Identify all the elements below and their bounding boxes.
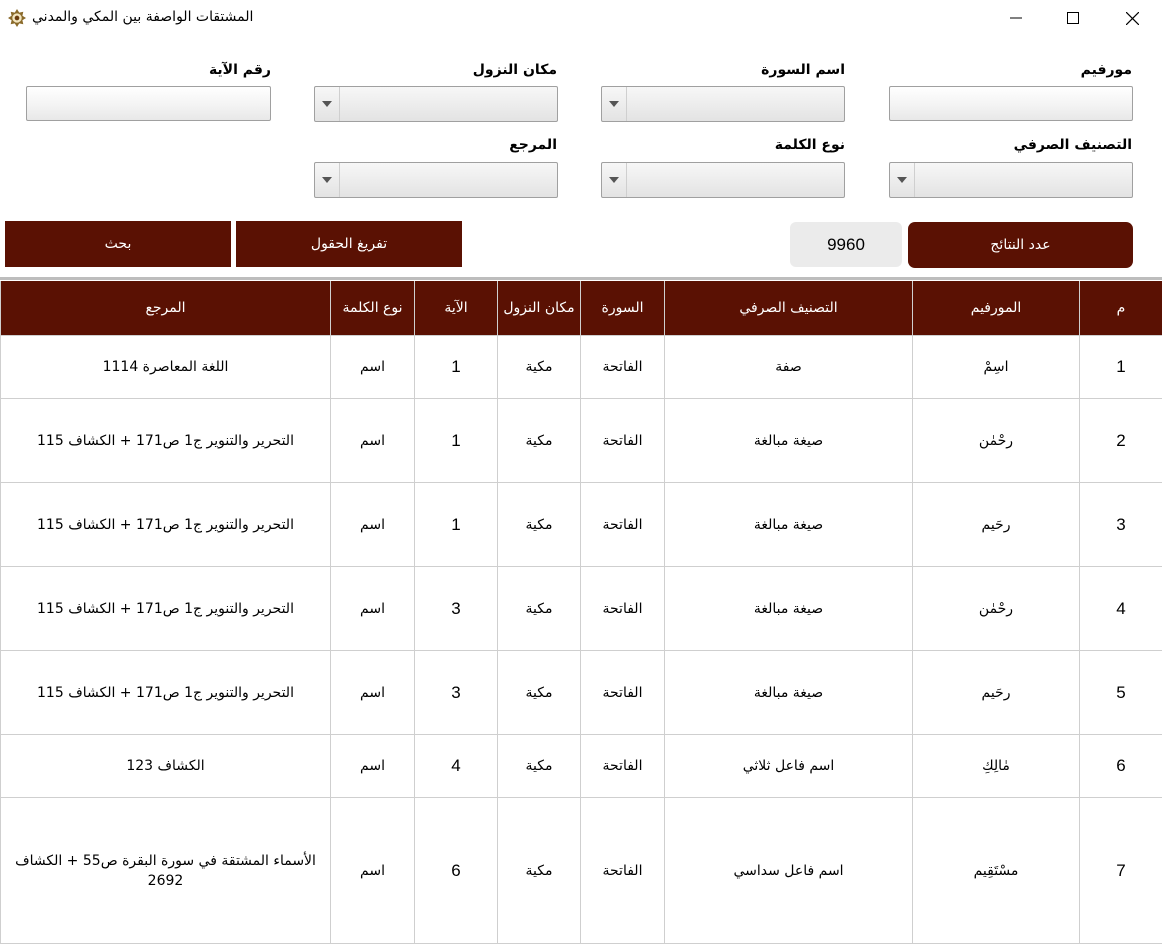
- cell-index: 6: [1080, 735, 1162, 798]
- dropdown-arrow-icon: [602, 87, 627, 121]
- cell-morpheme: رحَيم: [913, 651, 1080, 735]
- cell-morph-class: صفة: [665, 336, 913, 399]
- cell-reference: التحرير والتنوير ج1 ص171 + الكشاف 115: [1, 651, 331, 735]
- column-header-revelation-place[interactable]: مكان النزول: [498, 281, 581, 336]
- close-icon: [1126, 12, 1139, 25]
- word-type-label: نوع الكلمة: [775, 137, 845, 153]
- results-table[interactable]: [0, 281, 1162, 944]
- clear-fields-button[interactable]: تفريغ الحقول: [236, 221, 462, 267]
- column-header-surah[interactable]: السورة: [581, 281, 665, 336]
- cell-revelation-place: مكية: [498, 651, 581, 735]
- cell-reference: الأسماء المشتقة في سورة البقرة ص55 + الكشاف 2692: [1, 798, 331, 944]
- cell-morph-class: اسم فاعل سداسي: [665, 798, 913, 944]
- cell-surah: الفاتحة: [581, 399, 665, 483]
- cell-ayah: 1: [415, 399, 498, 483]
- morpheme-label: مورفيم: [1081, 62, 1132, 78]
- column-header-morpheme[interactable]: المورفيم: [913, 281, 1080, 336]
- cell-revelation-place: مكية: [498, 336, 581, 399]
- morph-class-label: التصنيف الصرفي: [1014, 137, 1132, 153]
- divider: [0, 277, 1162, 280]
- column-header-reference[interactable]: المرجع: [1, 281, 331, 336]
- cell-surah: الفاتحة: [581, 336, 665, 399]
- table-header-row: [1, 281, 1162, 336]
- cell-reference: التحرير والتنوير ج1 ص171 + الكشاف 115: [1, 483, 331, 567]
- cell-index: 7: [1080, 798, 1162, 944]
- maximize-icon: [1067, 12, 1079, 24]
- cell-index: 1: [1080, 336, 1162, 399]
- cell-word-type: اسم: [331, 651, 415, 735]
- cell-revelation-place: مكية: [498, 399, 581, 483]
- table-row[interactable]: [1, 483, 1162, 567]
- ayah-number-label: رقم الآية: [209, 62, 271, 78]
- minimize-button[interactable]: [988, 0, 1044, 36]
- cell-index: 2: [1080, 399, 1162, 483]
- cell-revelation-place: مكية: [498, 483, 581, 567]
- revelation-place-combobox[interactable]: [314, 86, 558, 122]
- close-button[interactable]: [1104, 0, 1160, 36]
- app-seal-icon: [8, 9, 26, 27]
- cell-surah: الفاتحة: [581, 651, 665, 735]
- cell-word-type: اسم: [331, 483, 415, 567]
- results-count-value: 9960: [790, 222, 902, 267]
- cell-index: 5: [1080, 651, 1162, 735]
- cell-morpheme: رحَيم: [913, 483, 1080, 567]
- window-title: المشتقات الواصفة بين المكي والمدني: [32, 9, 253, 25]
- word-type-combobox[interactable]: [601, 162, 845, 198]
- cell-reference: التحرير والتنوير ج1 ص171 + الكشاف 115: [1, 399, 331, 483]
- maximize-button[interactable]: [1045, 0, 1101, 36]
- cell-revelation-place: مكية: [498, 798, 581, 944]
- column-header-ayah[interactable]: الآية: [415, 281, 498, 336]
- table-row[interactable]: [1, 399, 1162, 483]
- cell-word-type: اسم: [331, 567, 415, 651]
- table-row[interactable]: [1, 567, 1162, 651]
- column-header-word-type[interactable]: نوع الكلمة: [331, 281, 415, 336]
- results-count-button[interactable]: عدد النتائج: [908, 222, 1133, 268]
- cell-word-type: اسم: [331, 798, 415, 944]
- cell-morpheme: اسِمْ: [913, 336, 1080, 399]
- reference-label: المرجع: [509, 137, 557, 153]
- cell-morph-class: صيغة مبالغة: [665, 399, 913, 483]
- cell-word-type: اسم: [331, 399, 415, 483]
- cell-morpheme: مٰالِكِ: [913, 735, 1080, 798]
- cell-surah: الفاتحة: [581, 798, 665, 944]
- minimize-icon: [1010, 12, 1022, 24]
- cell-ayah: 4: [415, 735, 498, 798]
- table-row[interactable]: [1, 735, 1162, 798]
- ayah-number-input[interactable]: [26, 86, 271, 121]
- cell-ayah: 1: [415, 483, 498, 567]
- cell-morph-class: صيغة مبالغة: [665, 483, 913, 567]
- title-bar: [0, 0, 1162, 36]
- cell-surah: الفاتحة: [581, 483, 665, 567]
- surah-name-combobox[interactable]: [601, 86, 845, 122]
- revelation-place-label: مكان النزول: [473, 62, 557, 78]
- cell-ayah: 3: [415, 651, 498, 735]
- dropdown-arrow-icon: [315, 163, 340, 197]
- dropdown-arrow-icon: [890, 163, 915, 197]
- column-header-index[interactable]: م: [1080, 281, 1162, 336]
- cell-reference: اللغة المعاصرة 1114: [1, 336, 331, 399]
- cell-revelation-place: مكية: [498, 735, 581, 798]
- cell-word-type: اسم: [331, 336, 415, 399]
- morpheme-input[interactable]: [889, 86, 1133, 121]
- table-row[interactable]: [1, 798, 1162, 944]
- cell-morph-class: صيغة مبالغة: [665, 651, 913, 735]
- column-header-morph-class[interactable]: التصنيف الصرفي: [665, 281, 913, 336]
- cell-reference: التحرير والتنوير ج1 ص171 + الكشاف 115: [1, 567, 331, 651]
- table-row[interactable]: [1, 651, 1162, 735]
- surah-name-label: اسم السورة: [761, 62, 845, 78]
- cell-morph-class: صيغة مبالغة: [665, 567, 913, 651]
- cell-reference: الكشاف 123: [1, 735, 331, 798]
- reference-combobox[interactable]: [314, 162, 558, 198]
- cell-index: 4: [1080, 567, 1162, 651]
- cell-word-type: اسم: [331, 735, 415, 798]
- cell-morpheme: رحْمٰن: [913, 399, 1080, 483]
- cell-revelation-place: مكية: [498, 567, 581, 651]
- cell-ayah: 3: [415, 567, 498, 651]
- cell-morph-class: اسم فاعل ثلاثي: [665, 735, 913, 798]
- cell-morpheme: رحْمٰن: [913, 567, 1080, 651]
- cell-index: 3: [1080, 483, 1162, 567]
- search-button[interactable]: بحث: [5, 221, 231, 267]
- cell-ayah: 6: [415, 798, 498, 944]
- dropdown-arrow-icon: [602, 163, 627, 197]
- table-row[interactable]: [1, 336, 1162, 399]
- morph-class-combobox[interactable]: [889, 162, 1133, 198]
- cell-morpheme: مسْتَقِيم: [913, 798, 1080, 944]
- dropdown-arrow-icon: [315, 87, 340, 121]
- cell-ayah: 1: [415, 336, 498, 399]
- cell-surah: الفاتحة: [581, 567, 665, 651]
- cell-surah: الفاتحة: [581, 735, 665, 798]
